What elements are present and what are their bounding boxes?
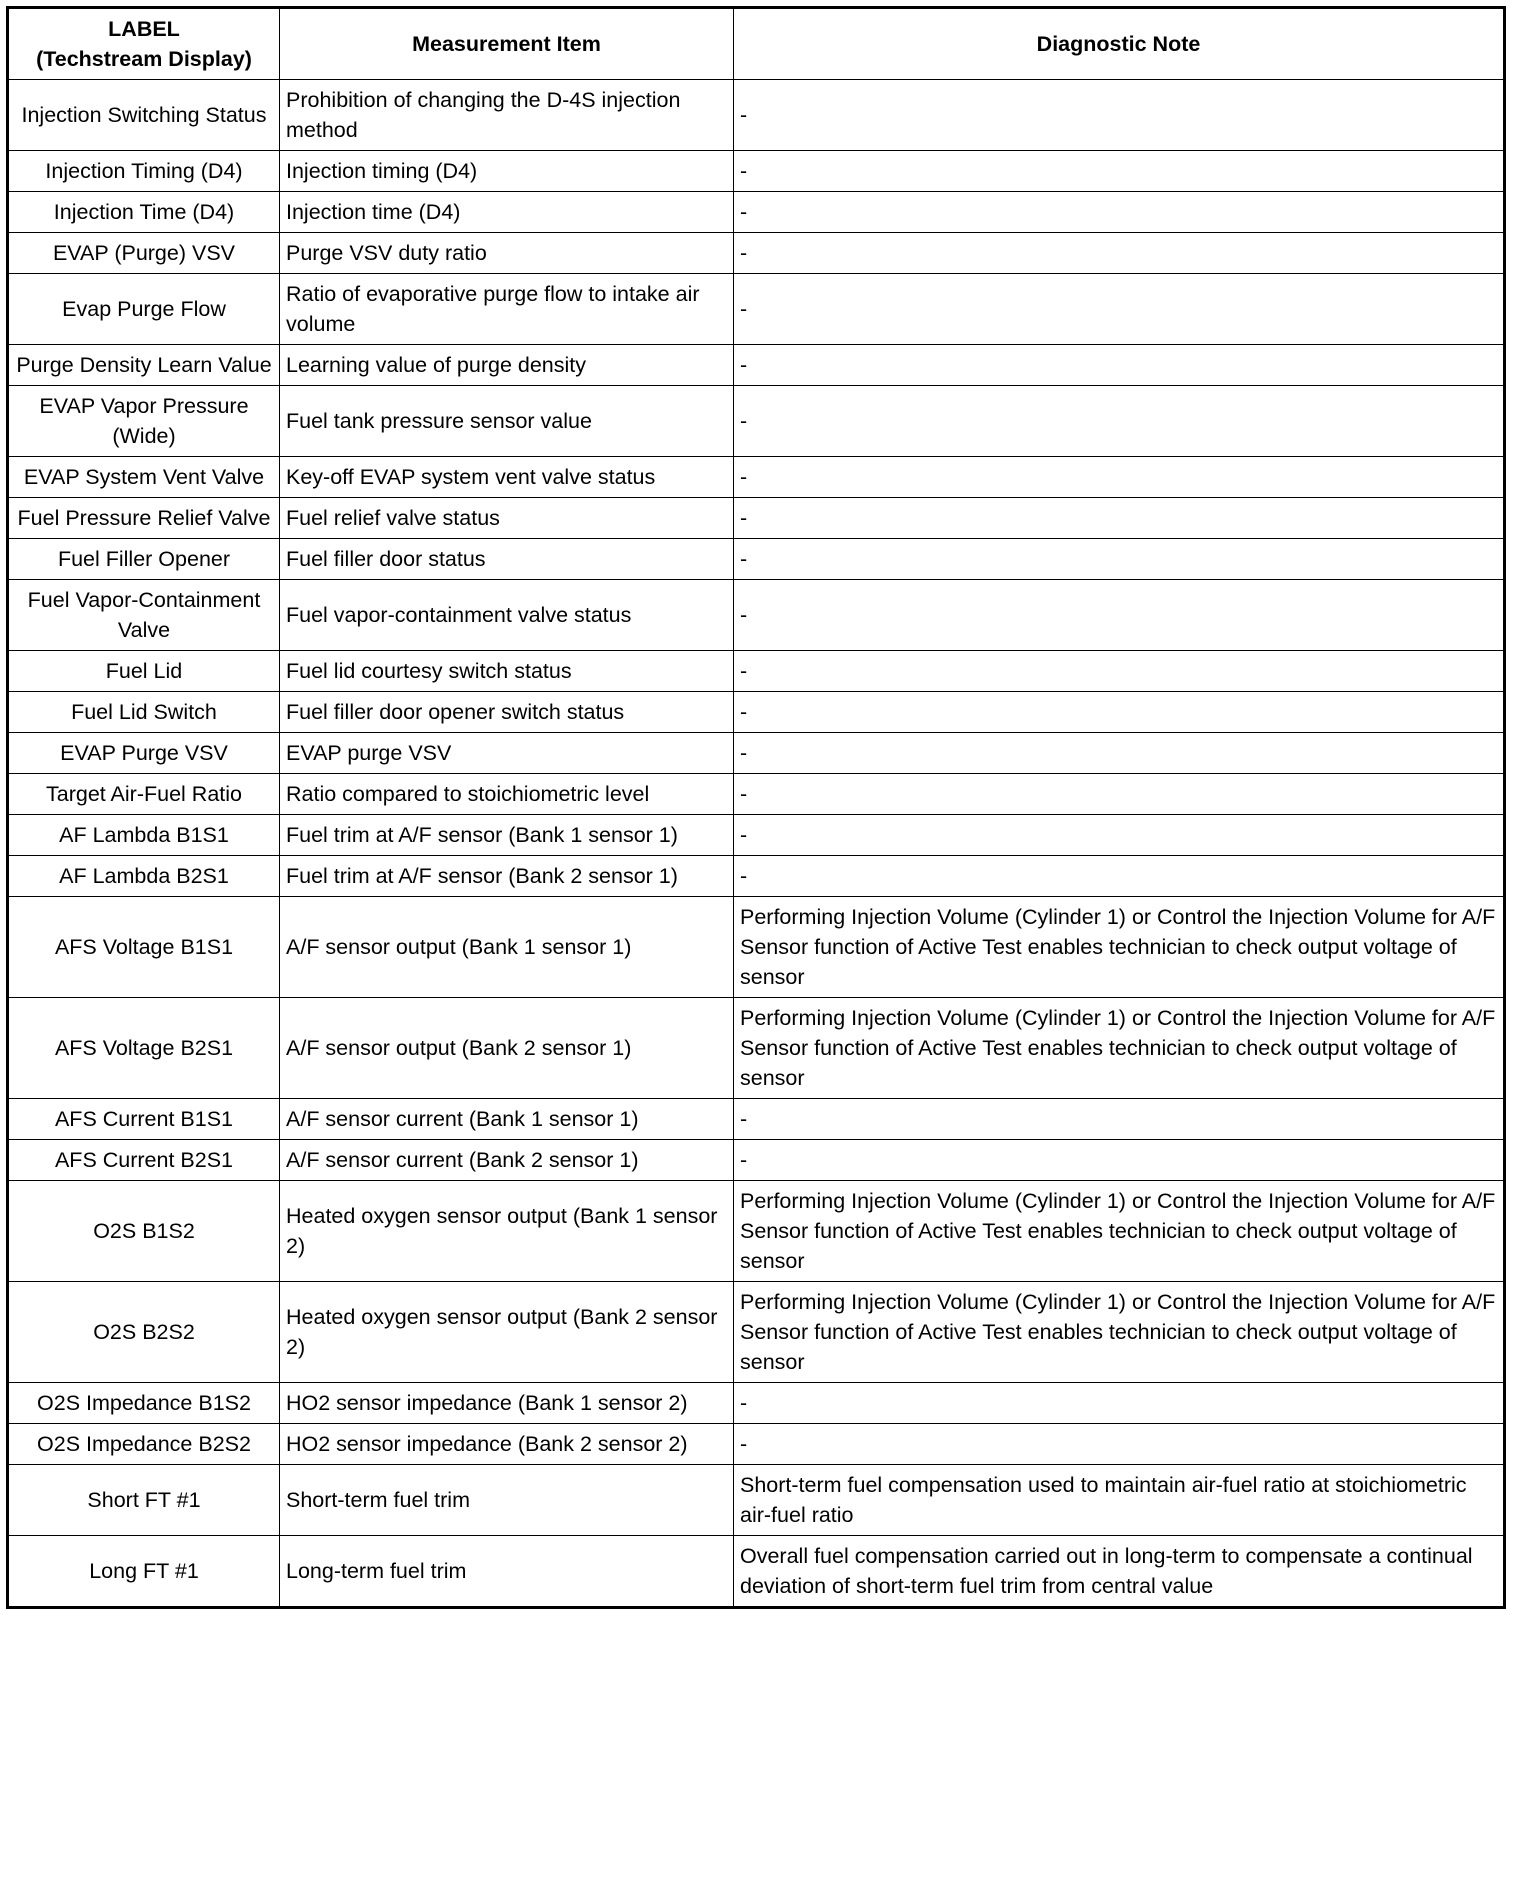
measurement-item-cell: Long-term fuel trim bbox=[280, 1536, 734, 1608]
label-cell: AFS Voltage B1S1 bbox=[8, 897, 280, 998]
label-cell: EVAP (Purge) VSV bbox=[8, 233, 280, 274]
table-row bbox=[8, 1383, 1505, 1424]
measurement-item-cell: Prohibition of changing the D-4S injection method bbox=[280, 80, 734, 151]
diagnostic-note-cell: - bbox=[734, 815, 1505, 856]
diagnostic-note-cell: Performing Injection Volume (Cylinder 1) or Control the Injection Volume for A/F Sensor function of Active Test enables technician to check output voltage of sensor bbox=[734, 897, 1505, 998]
diagnostic-note-cell: - bbox=[734, 233, 1505, 274]
table-row bbox=[8, 274, 1505, 345]
table-row bbox=[8, 897, 1505, 998]
diagnostic-note-cell: - bbox=[734, 1140, 1505, 1181]
label-cell: Purge Density Learn Value bbox=[8, 345, 280, 386]
measurement-item-cell: HO2 sensor impedance (Bank 1 sensor 2) bbox=[280, 1383, 734, 1424]
diagnostic-note-cell: Short-term fuel compensation used to maintain air-fuel ratio at stoichiometric air-fuel ratio bbox=[734, 1465, 1505, 1536]
measurement-item-cell: Fuel trim at A/F sensor (Bank 2 sensor 1) bbox=[280, 856, 734, 897]
diagnostic-note-cell: - bbox=[734, 457, 1505, 498]
label-cell: AFS Current B2S1 bbox=[8, 1140, 280, 1181]
label-cell: Short FT #1 bbox=[8, 1465, 280, 1536]
label-cell: Injection Time (D4) bbox=[8, 192, 280, 233]
label-cell: Fuel Lid bbox=[8, 651, 280, 692]
measurement-item-cell: A/F sensor current (Bank 2 sensor 1) bbox=[280, 1140, 734, 1181]
table-row bbox=[8, 457, 1505, 498]
table-row bbox=[8, 998, 1505, 1099]
table-row bbox=[8, 1140, 1505, 1181]
measurement-item-cell: Ratio compared to stoichiometric level bbox=[280, 774, 734, 815]
measurement-item-cell: Fuel filler door status bbox=[280, 539, 734, 580]
table-row bbox=[8, 539, 1505, 580]
label-cell: Long FT #1 bbox=[8, 1536, 280, 1608]
diagnostic-note-cell: Performing Injection Volume (Cylinder 1) or Control the Injection Volume for A/F Sensor function of Active Test enables technician to check output voltage of sensor bbox=[734, 998, 1505, 1099]
table-row bbox=[8, 1465, 1505, 1536]
diagnostic-note-cell: - bbox=[734, 1424, 1505, 1465]
measurement-item-cell: Fuel lid courtesy switch status bbox=[280, 651, 734, 692]
measurement-item-cell: A/F sensor output (Bank 2 sensor 1) bbox=[280, 998, 734, 1099]
measurement-item-cell: A/F sensor current (Bank 1 sensor 1) bbox=[280, 1099, 734, 1140]
label-cell: O2S Impedance B2S2 bbox=[8, 1424, 280, 1465]
table-row bbox=[8, 1282, 1505, 1383]
measurement-item-cell: Injection time (D4) bbox=[280, 192, 734, 233]
measurement-item-cell: Fuel vapor-containment valve status bbox=[280, 580, 734, 651]
diagnostic-note-cell: - bbox=[734, 580, 1505, 651]
label-cell: AFS Current B1S1 bbox=[8, 1099, 280, 1140]
diagnostic-note-cell: - bbox=[734, 192, 1505, 233]
label-cell: O2S Impedance B1S2 bbox=[8, 1383, 280, 1424]
header-label-line2: (Techstream Display) bbox=[36, 47, 252, 71]
table-row bbox=[8, 345, 1505, 386]
table-row bbox=[8, 651, 1505, 692]
diagnostic-note-cell: - bbox=[734, 856, 1505, 897]
label-cell: O2S B2S2 bbox=[8, 1282, 280, 1383]
measurement-item-cell: Fuel trim at A/F sensor (Bank 1 sensor 1) bbox=[280, 815, 734, 856]
diagnostic-note-cell: Performing Injection Volume (Cylinder 1) or Control the Injection Volume for A/F Sensor function of Active Test enables technician to check output voltage of sensor bbox=[734, 1181, 1505, 1282]
measurement-item-cell: Fuel tank pressure sensor value bbox=[280, 386, 734, 457]
table-row bbox=[8, 815, 1505, 856]
diagnostic-note-cell: - bbox=[734, 1383, 1505, 1424]
table-row bbox=[8, 1099, 1505, 1140]
table-row bbox=[8, 580, 1505, 651]
table-row bbox=[8, 774, 1505, 815]
diagnostic-note-cell: - bbox=[734, 774, 1505, 815]
measurement-item-cell: Learning value of purge density bbox=[280, 345, 734, 386]
label-cell: AFS Voltage B2S1 bbox=[8, 998, 280, 1099]
diagnostic-note-cell: - bbox=[734, 151, 1505, 192]
measurement-item-cell: EVAP purge VSV bbox=[280, 733, 734, 774]
table-row bbox=[8, 692, 1505, 733]
diagnostic-note-cell: - bbox=[734, 1099, 1505, 1140]
diagnostic-note-cell: Overall fuel compensation carried out in long-term to compensate a continual deviation of short-term fuel trim from central value bbox=[734, 1536, 1505, 1608]
table-row bbox=[8, 192, 1505, 233]
diagnostic-note-cell: - bbox=[734, 80, 1505, 151]
measurement-item-cell: Injection timing (D4) bbox=[280, 151, 734, 192]
label-cell: EVAP Purge VSV bbox=[8, 733, 280, 774]
measurement-item-cell: HO2 sensor impedance (Bank 2 sensor 2) bbox=[280, 1424, 734, 1465]
measurement-item-cell: Fuel relief valve status bbox=[280, 498, 734, 539]
diagnostic-note-cell: - bbox=[734, 274, 1505, 345]
label-cell: Fuel Pressure Relief Valve bbox=[8, 498, 280, 539]
table-row bbox=[8, 233, 1505, 274]
label-cell: Fuel Lid Switch bbox=[8, 692, 280, 733]
label-cell: Injection Switching Status bbox=[8, 80, 280, 151]
diagnostic-note-cell: - bbox=[734, 692, 1505, 733]
header-diagnostic-note: Diagnostic Note bbox=[734, 8, 1505, 80]
header-label bbox=[8, 8, 280, 80]
table-row bbox=[8, 733, 1505, 774]
data-list-table bbox=[6, 6, 1506, 1609]
table-row bbox=[8, 80, 1505, 151]
header-label-line1: LABEL bbox=[108, 17, 180, 41]
measurement-item-cell: A/F sensor output (Bank 1 sensor 1) bbox=[280, 897, 734, 998]
table-row bbox=[8, 856, 1505, 897]
label-cell: Fuel Vapor-Containment Valve bbox=[8, 580, 280, 651]
diagnostic-note-cell: - bbox=[734, 651, 1505, 692]
diagnostic-note-cell: - bbox=[734, 345, 1505, 386]
diagnostic-note-cell: - bbox=[734, 539, 1505, 580]
table-row bbox=[8, 1424, 1505, 1465]
label-cell: Evap Purge Flow bbox=[8, 274, 280, 345]
table-row bbox=[8, 151, 1505, 192]
measurement-item-cell: Heated oxygen sensor output (Bank 1 sensor 2) bbox=[280, 1181, 734, 1282]
measurement-item-cell: Heated oxygen sensor output (Bank 2 sensor 2) bbox=[280, 1282, 734, 1383]
table-row bbox=[8, 498, 1505, 539]
label-cell: EVAP System Vent Valve bbox=[8, 457, 280, 498]
label-cell: Fuel Filler Opener bbox=[8, 539, 280, 580]
label-cell: Target Air-Fuel Ratio bbox=[8, 774, 280, 815]
label-cell: Injection Timing (D4) bbox=[8, 151, 280, 192]
diagnostic-note-cell: Performing Injection Volume (Cylinder 1) or Control the Injection Volume for A/F Sensor function of Active Test enables technician to check output voltage of sensor bbox=[734, 1282, 1505, 1383]
diagnostic-note-cell: - bbox=[734, 733, 1505, 774]
table-row bbox=[8, 1181, 1505, 1282]
table-row bbox=[8, 386, 1505, 457]
diagnostic-note-cell: - bbox=[734, 498, 1505, 539]
measurement-item-cell: Key-off EVAP system vent valve status bbox=[280, 457, 734, 498]
measurement-item-cell: Ratio of evaporative purge flow to intake air volume bbox=[280, 274, 734, 345]
label-cell: EVAP Vapor Pressure (Wide) bbox=[8, 386, 280, 457]
table-row bbox=[8, 1536, 1505, 1608]
label-cell: O2S B1S2 bbox=[8, 1181, 280, 1282]
diagnostic-note-cell: - bbox=[734, 386, 1505, 457]
measurement-item-cell: Fuel filler door opener switch status bbox=[280, 692, 734, 733]
table-header-row bbox=[8, 8, 1505, 80]
label-cell: AF Lambda B1S1 bbox=[8, 815, 280, 856]
header-measurement-item: Measurement Item bbox=[280, 8, 734, 80]
label-cell: AF Lambda B2S1 bbox=[8, 856, 280, 897]
measurement-item-cell: Purge VSV duty ratio bbox=[280, 233, 734, 274]
measurement-item-cell: Short-term fuel trim bbox=[280, 1465, 734, 1536]
